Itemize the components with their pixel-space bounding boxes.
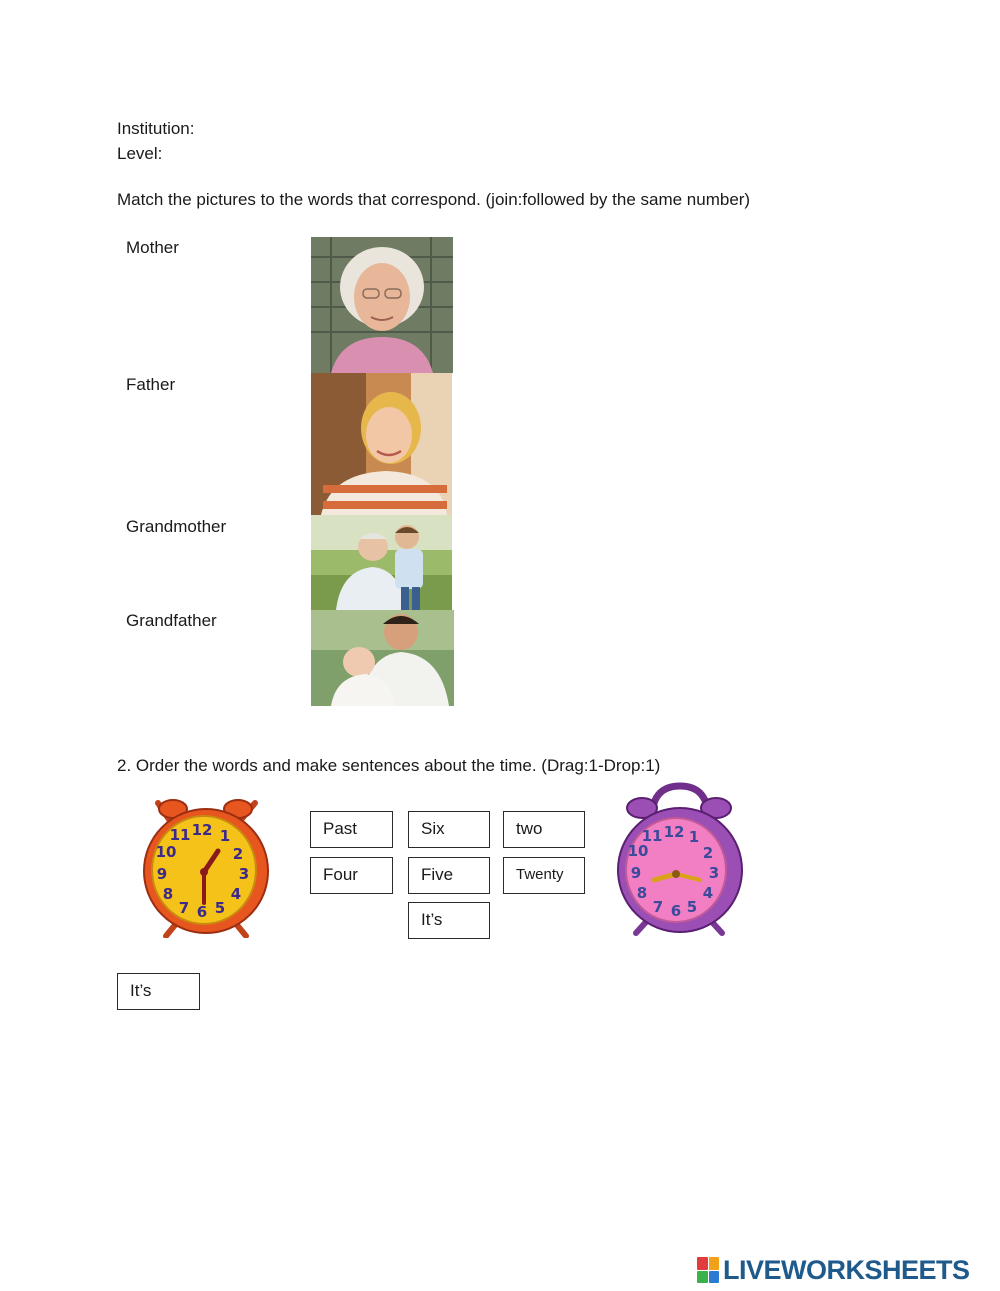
liveworksheets-logo <box>697 1252 970 1288</box>
drag-word-four[interactable]: Four <box>310 857 393 894</box>
drag-word-five[interactable]: Five <box>408 857 490 894</box>
svg-text:9: 9 <box>156 865 168 883</box>
logo-cube-icon <box>697 1257 719 1283</box>
svg-text:3: 3 <box>238 865 250 883</box>
photo-father-baby <box>311 610 454 706</box>
svg-text:7: 7 <box>652 898 664 916</box>
svg-text:5: 5 <box>686 898 698 916</box>
photo-elderly-woman <box>311 237 453 373</box>
word-grandfather: Grandfather <box>126 611 217 630</box>
svg-text:3: 3 <box>708 864 720 882</box>
svg-text:8: 8 <box>636 884 648 902</box>
svg-text:11: 11 <box>169 826 191 844</box>
photo-grandfather-boy <box>311 515 452 610</box>
svg-text:11: 11 <box>641 827 663 845</box>
svg-text:9: 9 <box>630 864 642 882</box>
word-mother: Mother <box>126 238 179 257</box>
svg-text:12: 12 <box>191 821 213 839</box>
drag-word-past[interactable]: Past <box>310 811 393 848</box>
purple-alarm-clock-icon <box>612 782 747 937</box>
svg-text:5: 5 <box>214 899 226 917</box>
section2-instruction: 2. Order the words and make sentences about the time. (Drag:1-Drop:1) <box>117 756 661 775</box>
word-grandmother: Grandmother <box>126 517 227 536</box>
drag-word-its[interactable]: It’s <box>408 902 490 939</box>
svg-text:10: 10 <box>627 842 649 860</box>
svg-text:12: 12 <box>663 823 685 841</box>
level-label: Level: <box>117 144 163 163</box>
section1-instruction: Match the pictures to the words that correspond. (join:followed by the same number) <box>117 190 751 209</box>
photo-blonde-woman <box>311 373 452 515</box>
svg-text:4: 4 <box>702 884 714 902</box>
orange-alarm-clock-icon <box>140 793 275 938</box>
svg-text:4: 4 <box>230 885 242 903</box>
svg-text:1: 1 <box>219 827 231 845</box>
svg-text:2: 2 <box>702 844 714 862</box>
svg-text:7: 7 <box>178 899 190 917</box>
word-father: Father <box>126 375 176 394</box>
svg-text:6: 6 <box>196 903 208 921</box>
svg-text:6: 6 <box>670 902 682 920</box>
drop-answer-box[interactable]: It’s <box>117 973 200 1010</box>
drag-word-two[interactable]: two <box>503 811 585 848</box>
drag-word-twenty[interactable]: Twenty <box>503 857 585 894</box>
drag-word-six[interactable]: Six <box>408 811 490 848</box>
svg-text:2: 2 <box>232 845 244 863</box>
svg-text:8: 8 <box>162 885 174 903</box>
svg-text:1: 1 <box>688 828 700 846</box>
brand-name: LIVEWORKSHEETS <box>723 1254 970 1285</box>
institution-label: Institution: <box>117 119 195 138</box>
svg-text:10: 10 <box>155 843 177 861</box>
